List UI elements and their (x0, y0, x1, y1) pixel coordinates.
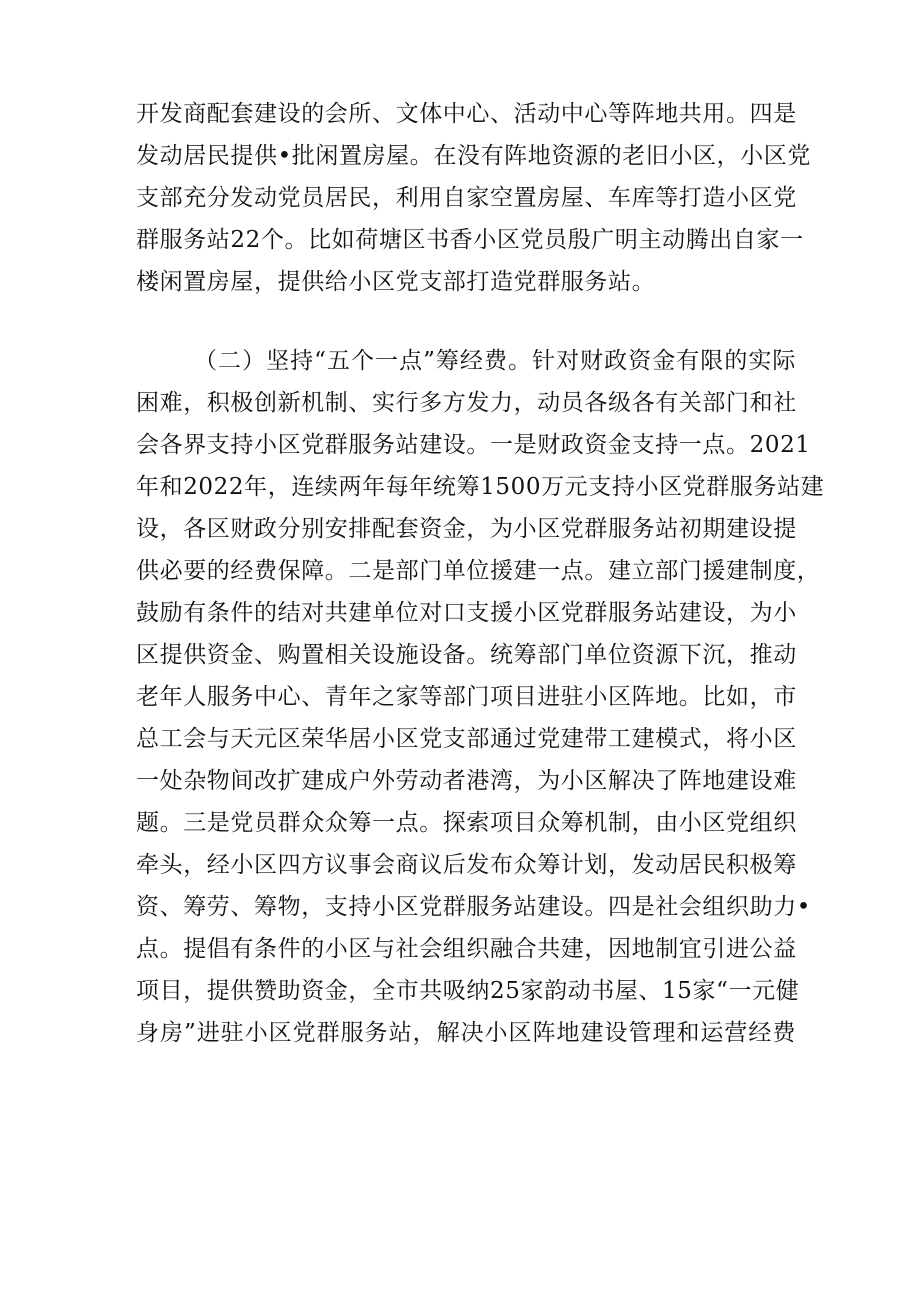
paragraph-line: 老年人服务中心、青年之家等部门项目进驻小区阵地。比如，市 (136, 684, 797, 710)
paragraph-line: 设，各区财政分别安排配套资金，为小区党群服务站初期建设提 (136, 516, 797, 542)
paragraph-line: 楼闲置房屋，提供给小区党支部打造党群服务站。 (136, 269, 656, 295)
paragraph-line: 会各界支持小区党群服务站建设。一是财政资金支持一点。2021 (136, 432, 811, 458)
paragraph-line: 开发商配套建设的会所、文体中心、活动中心等阵地共用。四是 (136, 101, 797, 127)
paragraph-line: 供必要的经费保障。二是部门单位援建一点。建立部门援建制度， (136, 558, 821, 584)
paragraph-line: 题。三是党员群众众筹一点。探索项目众筹机制，由小区党组织 (136, 810, 797, 836)
paragraph-line: 区提供资金、购置相关设施设备。统筹部门单位资源下沉，推动 (136, 642, 797, 668)
paragraph-line: （二）坚持“五个一点”筹经费。针对财政资金有限的实际 (194, 348, 796, 374)
paragraph-line: 发动居民提供•批闲置房屋。在没有阵地资源的老旧小区，小区党 (136, 143, 811, 169)
paragraph-line: 资、筹劳、筹物，支持小区党群服务站建设。四是社会组织助力• (136, 894, 811, 920)
paragraph-line: 总工会与天元区荣华居小区党支部通过党建带工建模式，将小区 (136, 726, 797, 752)
paragraph-2 (136, 340, 825, 1096)
paragraph-line: 项目，提供赞助资金，全市共吸纳25家韵动书屋、15家“一元健 (136, 978, 800, 1004)
paragraph-line: 一处杂物间改扩建成户外劳动者港湾，为小区解决了阵地建设难 (136, 768, 797, 794)
paragraph-line: 点。提倡有条件的小区与社会组织融合共建，因地制宜引进公益 (136, 936, 797, 962)
paragraph-line: 困难，积极创新机制、实行多方发力，动员各级各有关部门和社 (136, 390, 797, 416)
paragraph-line: 年和2022年，连续两年每年统筹1500万元支持小区党群服务站建 (136, 474, 825, 500)
paragraph-line (136, 1054, 796, 1096)
paragraph-line: 支部充分发动党员居民，利用自家空置房屋、车库等打造小区党 (136, 185, 797, 211)
paragraph-line: 身房”进驻小区党群服务站，解决小区阵地建设管理和运营经费 (136, 1020, 796, 1046)
paragraph-1 (136, 93, 811, 303)
paragraph-line: 群服务站22个。比如荷塘区书香小区党员殷广明主动腾出自家一 (136, 227, 804, 253)
paragraph-line: 鼓励有条件的结对共建单位对口支援小区党群服务站建设，为小 (136, 600, 797, 626)
paragraph-line: 牵头，经小区四方议事会商议后发布众筹计划，发动居民积极筹 (136, 852, 797, 878)
